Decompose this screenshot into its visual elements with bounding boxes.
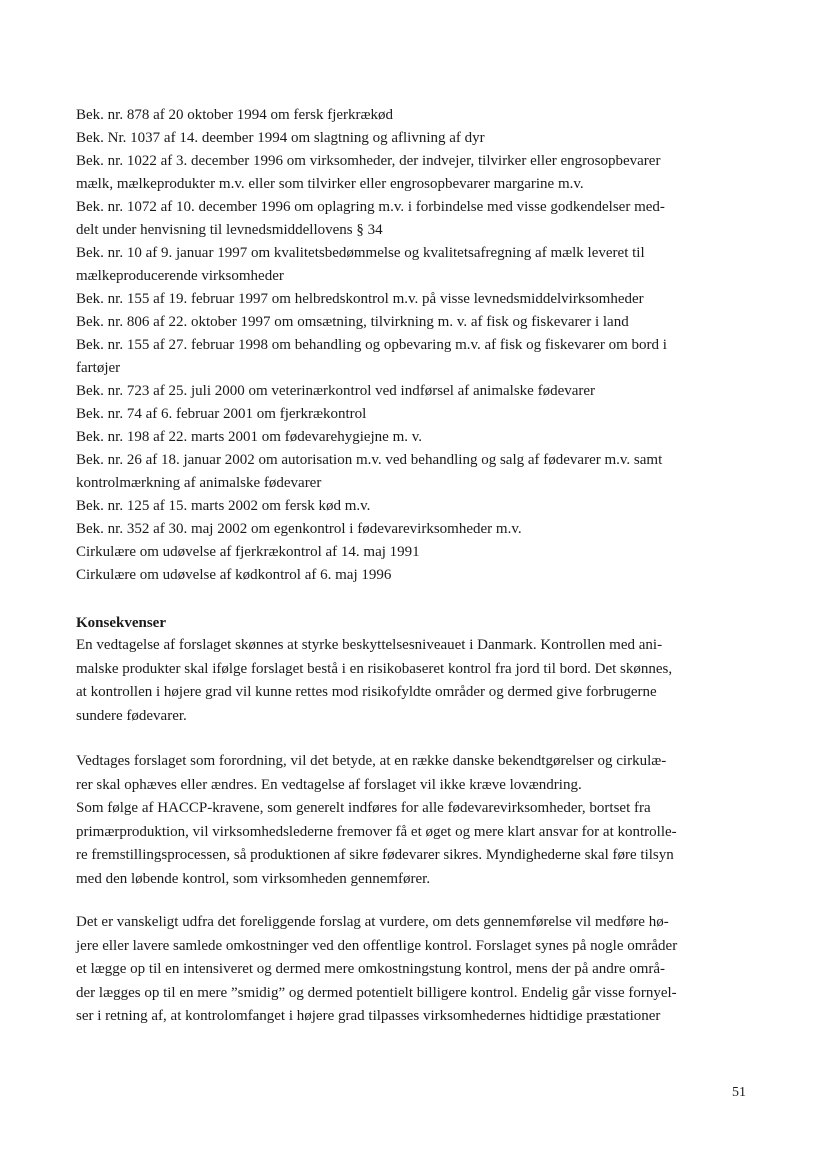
reference-item <box>76 288 756 311</box>
text-line: malske produkter skal ifølge forslaget bestå i en risikobaseret kontrol fra jord til bord. Det skønnes, <box>76 660 673 677</box>
reference-line: fartøjer <box>76 360 121 376</box>
reference-item <box>76 380 756 403</box>
reference-line: Bek. nr. 806 af 22. oktober 1997 om omsætning, tilvirkning m. v. af fisk og fiskevarer i land <box>76 314 629 330</box>
text-line: En vedtagelse af forslaget skønnes at styrke beskyttelsesniveauet i Danmark. Kontrollen med ani- <box>76 637 663 653</box>
reference-item <box>76 564 756 587</box>
section-heading: Konsekvenser <box>76 615 166 631</box>
reference-line: Bek. nr. 352 af 30. maj 2002 om egenkontrol i fødevarevirksomheder m.v. <box>76 521 522 537</box>
konsekvenser-section <box>76 612 756 728</box>
reference-line: mælk, mælkeprodukter m.v. eller som tilvirker eller engrosopbevarer margarine m.v. <box>76 176 584 192</box>
reference-item <box>76 334 756 380</box>
text-line: ser i retning af, at kontrolomfanget i højere grad tilpasses virksomhedernes hidtidige præstationer <box>76 1008 661 1024</box>
reference-line: Bek. nr. 155 af 27. februar 1998 om behandling og opbevaring m.v. af fisk og fiskevarer om bord i <box>76 337 667 353</box>
reference-item <box>76 495 756 518</box>
reference-line: Bek. nr. 198 af 22. marts 2001 om fødevarehygiejne m. v. <box>76 429 423 445</box>
reference-line: Bek. nr. 10 af 9. januar 1997 om kvalitetsbedømmelse og kvalitetsafregning af mælk leveret til <box>76 245 645 261</box>
reference-list <box>76 104 756 587</box>
reference-line: Bek. Nr. 1037 af 14. deember 1994 om slagtning og aflivning af dyr <box>76 130 485 146</box>
text-line: Som følge af HACCP-kravene, som generelt indføres for alle fødevarevirksomheder, bortset fra <box>76 800 651 816</box>
reference-item <box>76 104 756 127</box>
reference-line: Bek. nr. 878 af 20 oktober 1994 om fersk fjerkrækød <box>76 107 394 123</box>
reference-item <box>76 196 756 242</box>
reference-item <box>76 403 756 426</box>
reference-line: Bek. nr. 125 af 15. marts 2002 om fersk kød m.v. <box>76 498 371 514</box>
reference-line: Bek. nr. 723 af 25. juli 2000 om veterinærkontrol ved indførsel af animalske fødevarer <box>76 383 596 399</box>
reference-item <box>76 127 756 150</box>
reference-line: Bek. nr. 1072 af 10. december 1996 om oplagring m.v. i forbindelse med visse godkendelser med- <box>76 199 665 215</box>
reference-item <box>76 541 756 564</box>
reference-line: Bek. nr. 74 af 6. februar 2001 om fjerkrækontrol <box>76 406 367 422</box>
text-line: jere eller lavere samlede omkostninger ved den offentlige kontrol. Forslaget synes på nogle områder <box>76 937 678 954</box>
text-line: et lægge op til en intensiveret og dermed mere omkostningstung kontrol, mens der på andre områ- <box>76 961 666 977</box>
reference-item <box>76 426 756 449</box>
text-line: rer skal ophæves eller ændres. En vedtagelse af forslaget vil ikke kræve lovændring. <box>76 776 582 793</box>
paragraph-block <box>76 911 756 1029</box>
text-line: Det er vanskeligt udfra det foreliggende forslag at vurdere, om dets gennemførelse vil medføre hø- <box>76 914 669 930</box>
reference-item <box>76 449 756 495</box>
paragraph <box>76 911 756 1029</box>
text-line: sundere fødevarer. <box>76 707 187 724</box>
reference-item <box>76 150 756 196</box>
text-line: med den løbende kontrol, som virksomheden gennemfører. <box>76 870 431 887</box>
reference-line: Cirkulære om udøvelse af fjerkrækontrol af 14. maj 1991 <box>76 544 420 560</box>
reference-item <box>76 311 756 334</box>
paragraph-block <box>76 750 756 891</box>
text-line: at kontrollen i højere grad vil kunne rettes mod risikofyldte områder og dermed give forbrugerne <box>76 684 657 700</box>
paragraph <box>76 634 756 728</box>
text-line: primærproduktion, vil virksomhedslederne fremover få et øget og mere klart ansvar for at kontrolle- <box>76 823 677 840</box>
reference-line: mælkeproducerende virksomheder <box>76 268 284 284</box>
reference-line: Bek. nr. 26 af 18. januar 2002 om autorisation m.v. ved behandling og salg af fødevarer m.v. samt <box>76 452 663 468</box>
reference-line: kontrolmærkning af animalske fødevarer <box>76 475 322 491</box>
reference-item <box>76 242 756 288</box>
reference-line: Cirkulære om udøvelse af kødkontrol af 6. maj 1996 <box>76 567 392 583</box>
text-line: Vedtages forslaget som forordning, vil det betyde, at en række danske bekendtgørelser og cirkulæ- <box>76 753 667 769</box>
page-number: 51 <box>732 1085 746 1100</box>
reference-line: Bek. nr. 155 af 19. februar 1997 om helbredskontrol m.v. på visse levnedsmiddelvirksomheder <box>76 291 644 307</box>
reference-line: Bek. nr. 1022 af 3. december 1996 om virksomheder, der indvejer, tilvirker eller engrosopbevarer <box>76 153 661 169</box>
reference-line: delt under henvisning til levnedsmiddellovens § 34 <box>76 222 383 238</box>
reference-item <box>76 518 756 541</box>
paragraph <box>76 750 756 891</box>
text-line: der lægges op til en mere ”smidig” og dermed potentielt billigere kontrol. Endelig går visse fornyel- <box>76 984 677 1001</box>
text-line: re fremstillingsprocessen, så produktionen af sikre fødevarer sikres. Myndighederne skal føre tilsyn <box>76 847 674 863</box>
